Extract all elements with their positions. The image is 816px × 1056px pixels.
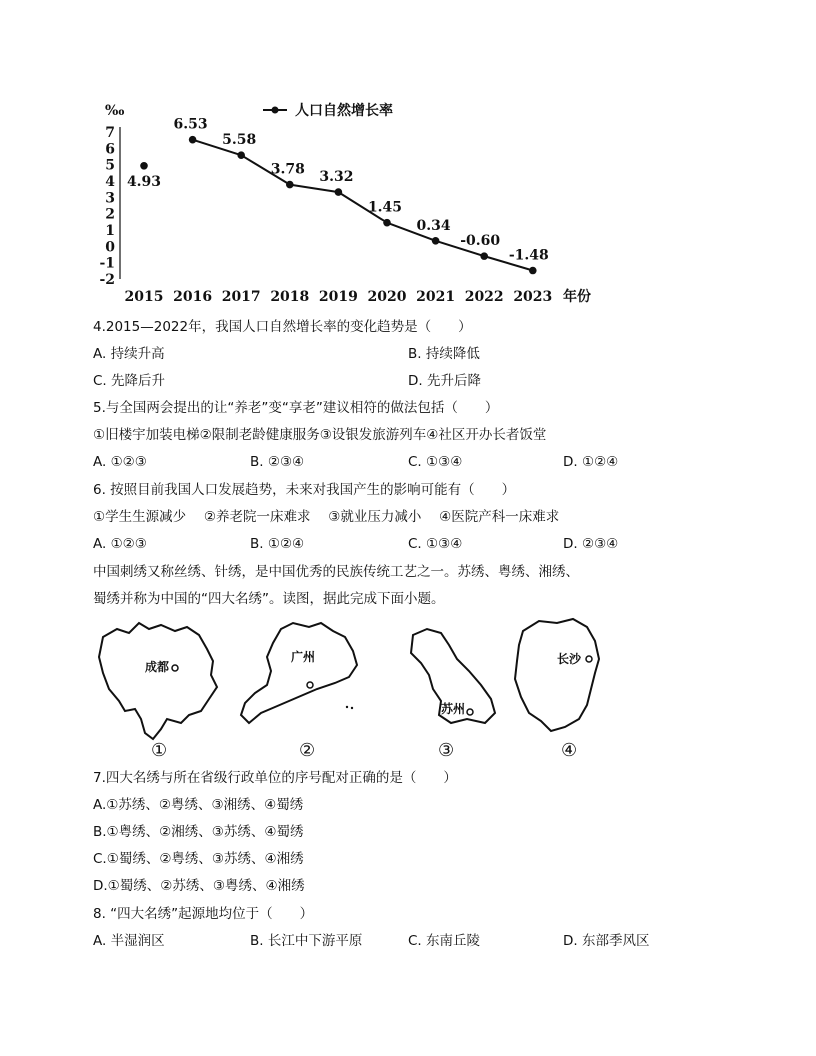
map-2-city: 广州 [291, 650, 316, 664]
data-label: 5.58 [222, 132, 257, 149]
map-4-hunan [515, 619, 599, 731]
map-4-city-dot [586, 656, 592, 662]
q8-option-a: A. 半湿润区 [93, 933, 165, 949]
y-tick-label: 3 [105, 190, 115, 207]
y-tick-label: 0 [105, 239, 115, 256]
q7-option-d: D.①蜀绣、②苏绣、③粤绣、④湘绣 [93, 878, 305, 894]
q7-option-c: C.①蜀绣、②粤绣、③苏绣、④湘绣 [93, 851, 304, 867]
intro-line-1: 中国刺绣又称丝绣、针绣，是中国优秀的民族传统工艺之一。苏绣、粤绣、湘绣、 [93, 564, 579, 580]
population-growth-chart [95, 95, 615, 310]
island-dot [346, 706, 348, 708]
data-point [286, 181, 294, 189]
x-tick-label: 2019 [318, 289, 358, 305]
map-1-city-dot [172, 665, 178, 671]
q4-option-c: C. 先降后升 [93, 373, 166, 389]
map-1-number: ① [151, 740, 168, 761]
data-label: 0.34 [416, 217, 451, 234]
q4-option-b: B. 持续降低 [408, 346, 480, 362]
y-tick-label: 1 [105, 223, 115, 239]
q4-option-a: A. 持续升高 [93, 346, 165, 362]
question-4-stem: 4.2015—2022年，我国人口自然增长率的变化趋势是（ ） [93, 319, 472, 335]
question-7-stem: 7.四大名绣与所在省级行政单位的序号配对正确的是（ ） [93, 770, 457, 786]
data-point [189, 136, 197, 144]
map-3-number: ③ [438, 740, 455, 761]
q6-option-c: C. ①③④ [408, 536, 463, 552]
map-1-city: 成都 [145, 660, 170, 674]
map-2-number: ② [299, 740, 316, 761]
q8-option-b: B. 长江中下游平原 [250, 933, 363, 949]
data-label: 4.93 [126, 173, 162, 190]
data-label: 6.53 [173, 116, 208, 133]
q4-option-d: D. 先升后降 [408, 373, 481, 389]
data-point [480, 252, 488, 260]
y-axis-unit: ‰ [105, 103, 125, 119]
map-2-guangdong [241, 623, 357, 723]
y-tick-label: 5 [105, 157, 115, 174]
question-5-stem: 5.与全国两会提出的让“养老”变“享老”建议相符的做法包括（ ） [93, 400, 499, 416]
data-point [529, 267, 537, 275]
q6-option-a: A. ①②③ [93, 536, 147, 552]
legend-marker [272, 107, 279, 114]
data-label: -0.60 [460, 233, 501, 250]
intro-line-2: 蜀绣并称为中国的“四大名绣”。读图，据此完成下面小题。 [93, 591, 445, 607]
data-point [335, 188, 343, 196]
q8-option-c: C. 东南丘陵 [408, 933, 481, 949]
data-point [237, 151, 245, 159]
x-tick-label: 2020 [367, 289, 407, 305]
embroidery-province-maps [95, 615, 635, 765]
y-tick-label: 2 [105, 206, 115, 223]
q7-option-a: A.①苏绣、②粤绣、③湘绣、④蜀绣 [93, 797, 304, 813]
island-dot [351, 707, 353, 709]
y-tick-label: 6 [105, 141, 115, 158]
x-tick-label: 2018 [270, 289, 310, 305]
y-tick-label: -1 [99, 255, 115, 272]
line-chart [95, 95, 615, 310]
question-6-items: ①学生生源减少 ②养老院一床难求 ③就业压力减小 ④医院产科一床难求 [93, 509, 560, 525]
q5-option-d: D. ①②④ [563, 454, 619, 470]
data-point [383, 219, 391, 227]
data-point [432, 237, 440, 245]
q7-option-b: B.①粤绣、②湘绣、③苏绣、④蜀绣 [93, 824, 304, 840]
y-tick-label: 7 [105, 125, 115, 141]
map-4-city: 长沙 [557, 652, 582, 666]
map-3-city: 苏州 [441, 702, 466, 716]
q6-option-b: B. ①②④ [250, 536, 305, 552]
data-point [140, 162, 148, 170]
y-tick-label: 4 [105, 174, 115, 190]
data-label: 3.32 [319, 169, 354, 186]
series-line [193, 140, 533, 271]
q5-option-a: A. ①②③ [93, 454, 147, 470]
map-4-number: ④ [561, 740, 578, 761]
legend-label: 人口自然增长率 [295, 103, 393, 119]
q5-option-c: C. ①③④ [408, 454, 463, 470]
x-tick-label: 2023 [513, 289, 553, 305]
data-label: 1.45 [367, 199, 403, 216]
x-tick-label: 2017 [221, 289, 261, 305]
map-3-jiangsu [411, 629, 495, 723]
data-label: 3.78 [270, 161, 305, 178]
y-tick-label: -2 [99, 272, 115, 288]
question-5-items: ①旧楼宇加装电梯②限制老龄健康服务③设银发旅游列车④社区开办长者饭堂 [93, 427, 547, 443]
question-8-stem: 8. “四大名绣”起源地均位于（ ） [93, 906, 314, 922]
x-axis-label: 年份 [563, 289, 591, 305]
map-3-city-dot [467, 709, 473, 715]
q8-option-d: D. 东部季风区 [563, 933, 650, 949]
q6-option-d: D. ②③④ [563, 536, 619, 552]
map-1-sichuan [99, 623, 217, 739]
q5-option-b: B. ②③④ [250, 454, 305, 470]
x-tick-label: 2022 [464, 289, 504, 305]
data-label: -1.48 [508, 247, 549, 264]
x-tick-label: 2015 [124, 289, 164, 305]
question-6-stem: 6. 按照目前我国人口发展趋势，未来对我国产生的影响可能有（ ） [93, 482, 516, 498]
map-2-city-dot [307, 682, 313, 688]
province-outlines [95, 615, 635, 765]
x-tick-label: 2016 [173, 289, 213, 305]
x-tick-label: 2021 [416, 289, 456, 305]
